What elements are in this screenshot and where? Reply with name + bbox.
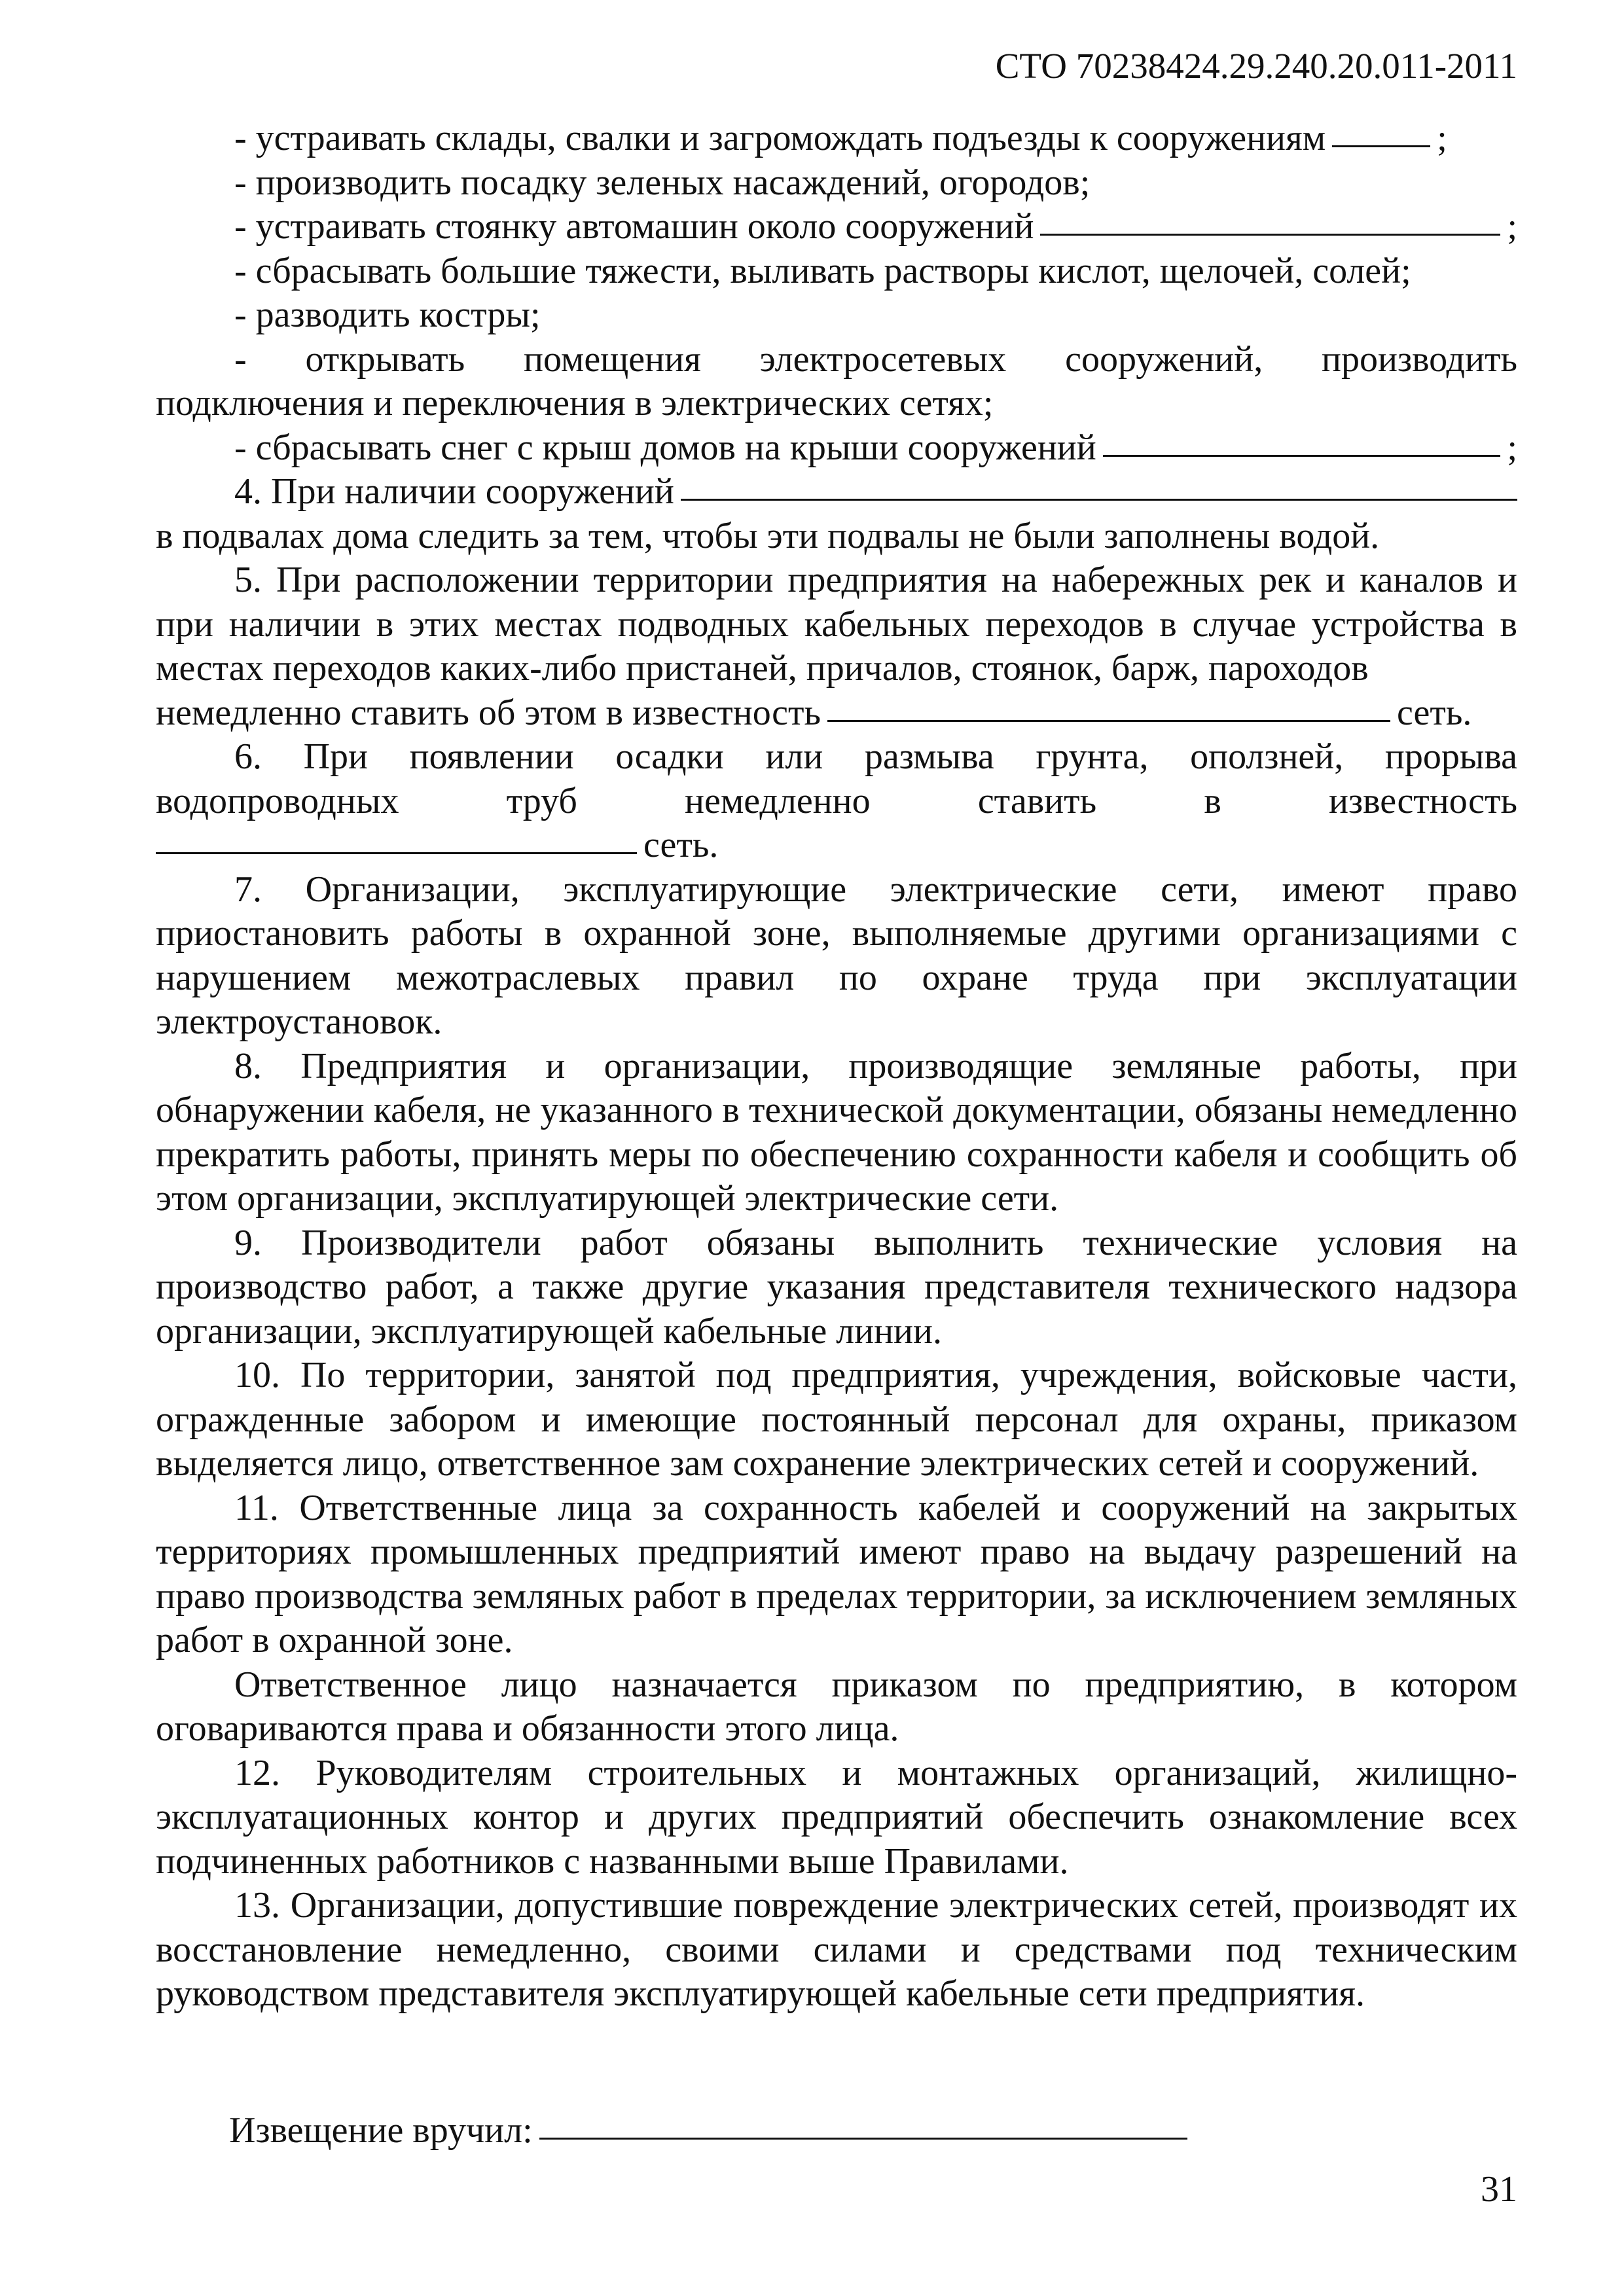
punctuation: ;	[1507, 206, 1517, 247]
clause-11: 11. Ответственные лица за сохранность кабелей и сооружений на закрытых территориях промышленных предприятий имеют право на выдачу разрешений на право производства земляных работ в пределах территории, за исключением земляных работ в охранной зоне.	[156, 1487, 1517, 1660]
prohibition-item	[156, 161, 1517, 206]
clause-4	[156, 470, 1517, 514]
clause-text: 4. При наличии сооружений	[234, 471, 674, 512]
prohibition-text: - устраивать склады, свалки и загромождать подъезды к сооружениям	[234, 118, 1326, 158]
signature-label: Извещение вручил:	[229, 2110, 533, 2151]
fill-in-blank[interactable]	[681, 473, 1517, 501]
fill-in-blank[interactable]	[827, 694, 1390, 722]
prohibition-item	[156, 249, 1517, 294]
word: немедленно	[685, 780, 871, 821]
fill-in-blank[interactable]	[1103, 429, 1501, 457]
clause-6-line-2	[156, 780, 1517, 824]
prohibition-item-continued: подключения и переключения в электрических сетях;	[156, 383, 994, 423]
clause-13: 13. Организации, допустившие повреждение электрических сетей, производят их восстановление немедленно, своими силами и средствами под техническим руководством представителя эксплуатирующей кабельные сети предприятия.	[156, 1885, 1517, 2014]
document-body	[156, 117, 1517, 2017]
clause-5-last-line	[156, 691, 1517, 736]
clause-4-continued: в подвалах дома следить за тем, чтобы эти подвалы не были заполнены водой.	[156, 515, 1380, 556]
clause-7: 7. Организации, эксплуатирующие электрические сети, имеют право приостановить работы в охранной зоне, выполняемые другими организациями с нарушением межотраслевых правил по охране труда при эксплуатации электроустановок.	[156, 869, 1517, 1042]
document-code: СТО 70238424.29.240.20.011-2011	[995, 46, 1517, 86]
word: известность	[1328, 780, 1517, 821]
punctuation: ;	[1437, 118, 1447, 158]
signature-blank[interactable]	[539, 2111, 1187, 2140]
word: в	[1204, 780, 1221, 821]
clause-text: сеть.	[643, 825, 719, 865]
word: труб	[506, 780, 577, 821]
prohibition-text: - устраивать стоянку автомашин около сооружений	[234, 206, 1034, 247]
clause-8: 8. Предприятия и организации, производящие земляные работы, при обнаружении кабеля, не указанного в технической документации, обязаны немедленно прекратить работы, принять меры по обеспечению сохранности кабеля и сообщить об этом организации, эксплуатирующей электрические сети.	[156, 1045, 1517, 1219]
word: ставить	[977, 780, 1097, 821]
clause-6-last-line	[156, 823, 1517, 868]
prohibition-text: - разводить костры;	[234, 295, 541, 335]
prohibition-text: - сбрасывать снег с крыш домов на крыши сооружений	[234, 427, 1096, 468]
page-number: 31	[1481, 2169, 1517, 2210]
prohibition-item	[156, 426, 1517, 471]
fill-in-blank[interactable]	[1332, 119, 1430, 147]
clause-12: 12. Руководителям строительных и монтажных организаций, жилищно-эксплуатационных контор и других предприятий обеспечить ознакомление всех подчиненных работников с названными выше Правилами.	[156, 1752, 1517, 1882]
word: водопроводных	[156, 780, 399, 821]
prohibition-text: - сбрасывать большие тяжести, выливать растворы кислот, щелочей, солей;	[234, 250, 1411, 291]
clause-text: сеть.	[1396, 692, 1472, 733]
clause-6: 6. При появлении осадки или размыва грунта, оползней, прорыва	[234, 736, 1517, 777]
prohibition-item	[156, 117, 1517, 161]
prohibition-item: - открывать помещения электросетевых сооружений, производить	[234, 338, 1517, 380]
clause-10: 10. По территории, занятой под предприятия, учреждения, войсковые части, огражденные забором и имеющие постоянный персонал для охраны, приказом выделяется лицо, ответственное зам сохранение электрических сетей и сооружений.	[156, 1355, 1517, 1484]
prohibition-text: - производить посадку зеленых насаждений, огородов;	[234, 162, 1091, 203]
fill-in-blank[interactable]	[156, 826, 637, 854]
prohibition-item	[156, 293, 1517, 338]
signature-line	[229, 2109, 1194, 2153]
fill-in-blank[interactable]	[1040, 207, 1500, 236]
prohibition-item	[156, 205, 1517, 249]
clause-11-note: Ответственное лицо назначается приказом по предприятию, в котором оговариваются права и обязанности этого лица.	[156, 1664, 1517, 1749]
clause-5: 5. При расположении территории предприятия на набережных рек и каналов и при наличии в этих местах подводных кабельных переходов в случае устройства в местах переходов каких-либо пристаней, причалов, стоянок, барж, пароходов	[156, 560, 1517, 689]
clause-9: 9. Производители работ обязаны выполнить технические условия на производство работ, а также другие указания представителя технического надзора организации, эксплуатирующей кабельные линии.	[156, 1222, 1517, 1352]
clause-text: немедленно ставить об этом в известность	[156, 692, 821, 733]
punctuation: ;	[1507, 427, 1517, 468]
